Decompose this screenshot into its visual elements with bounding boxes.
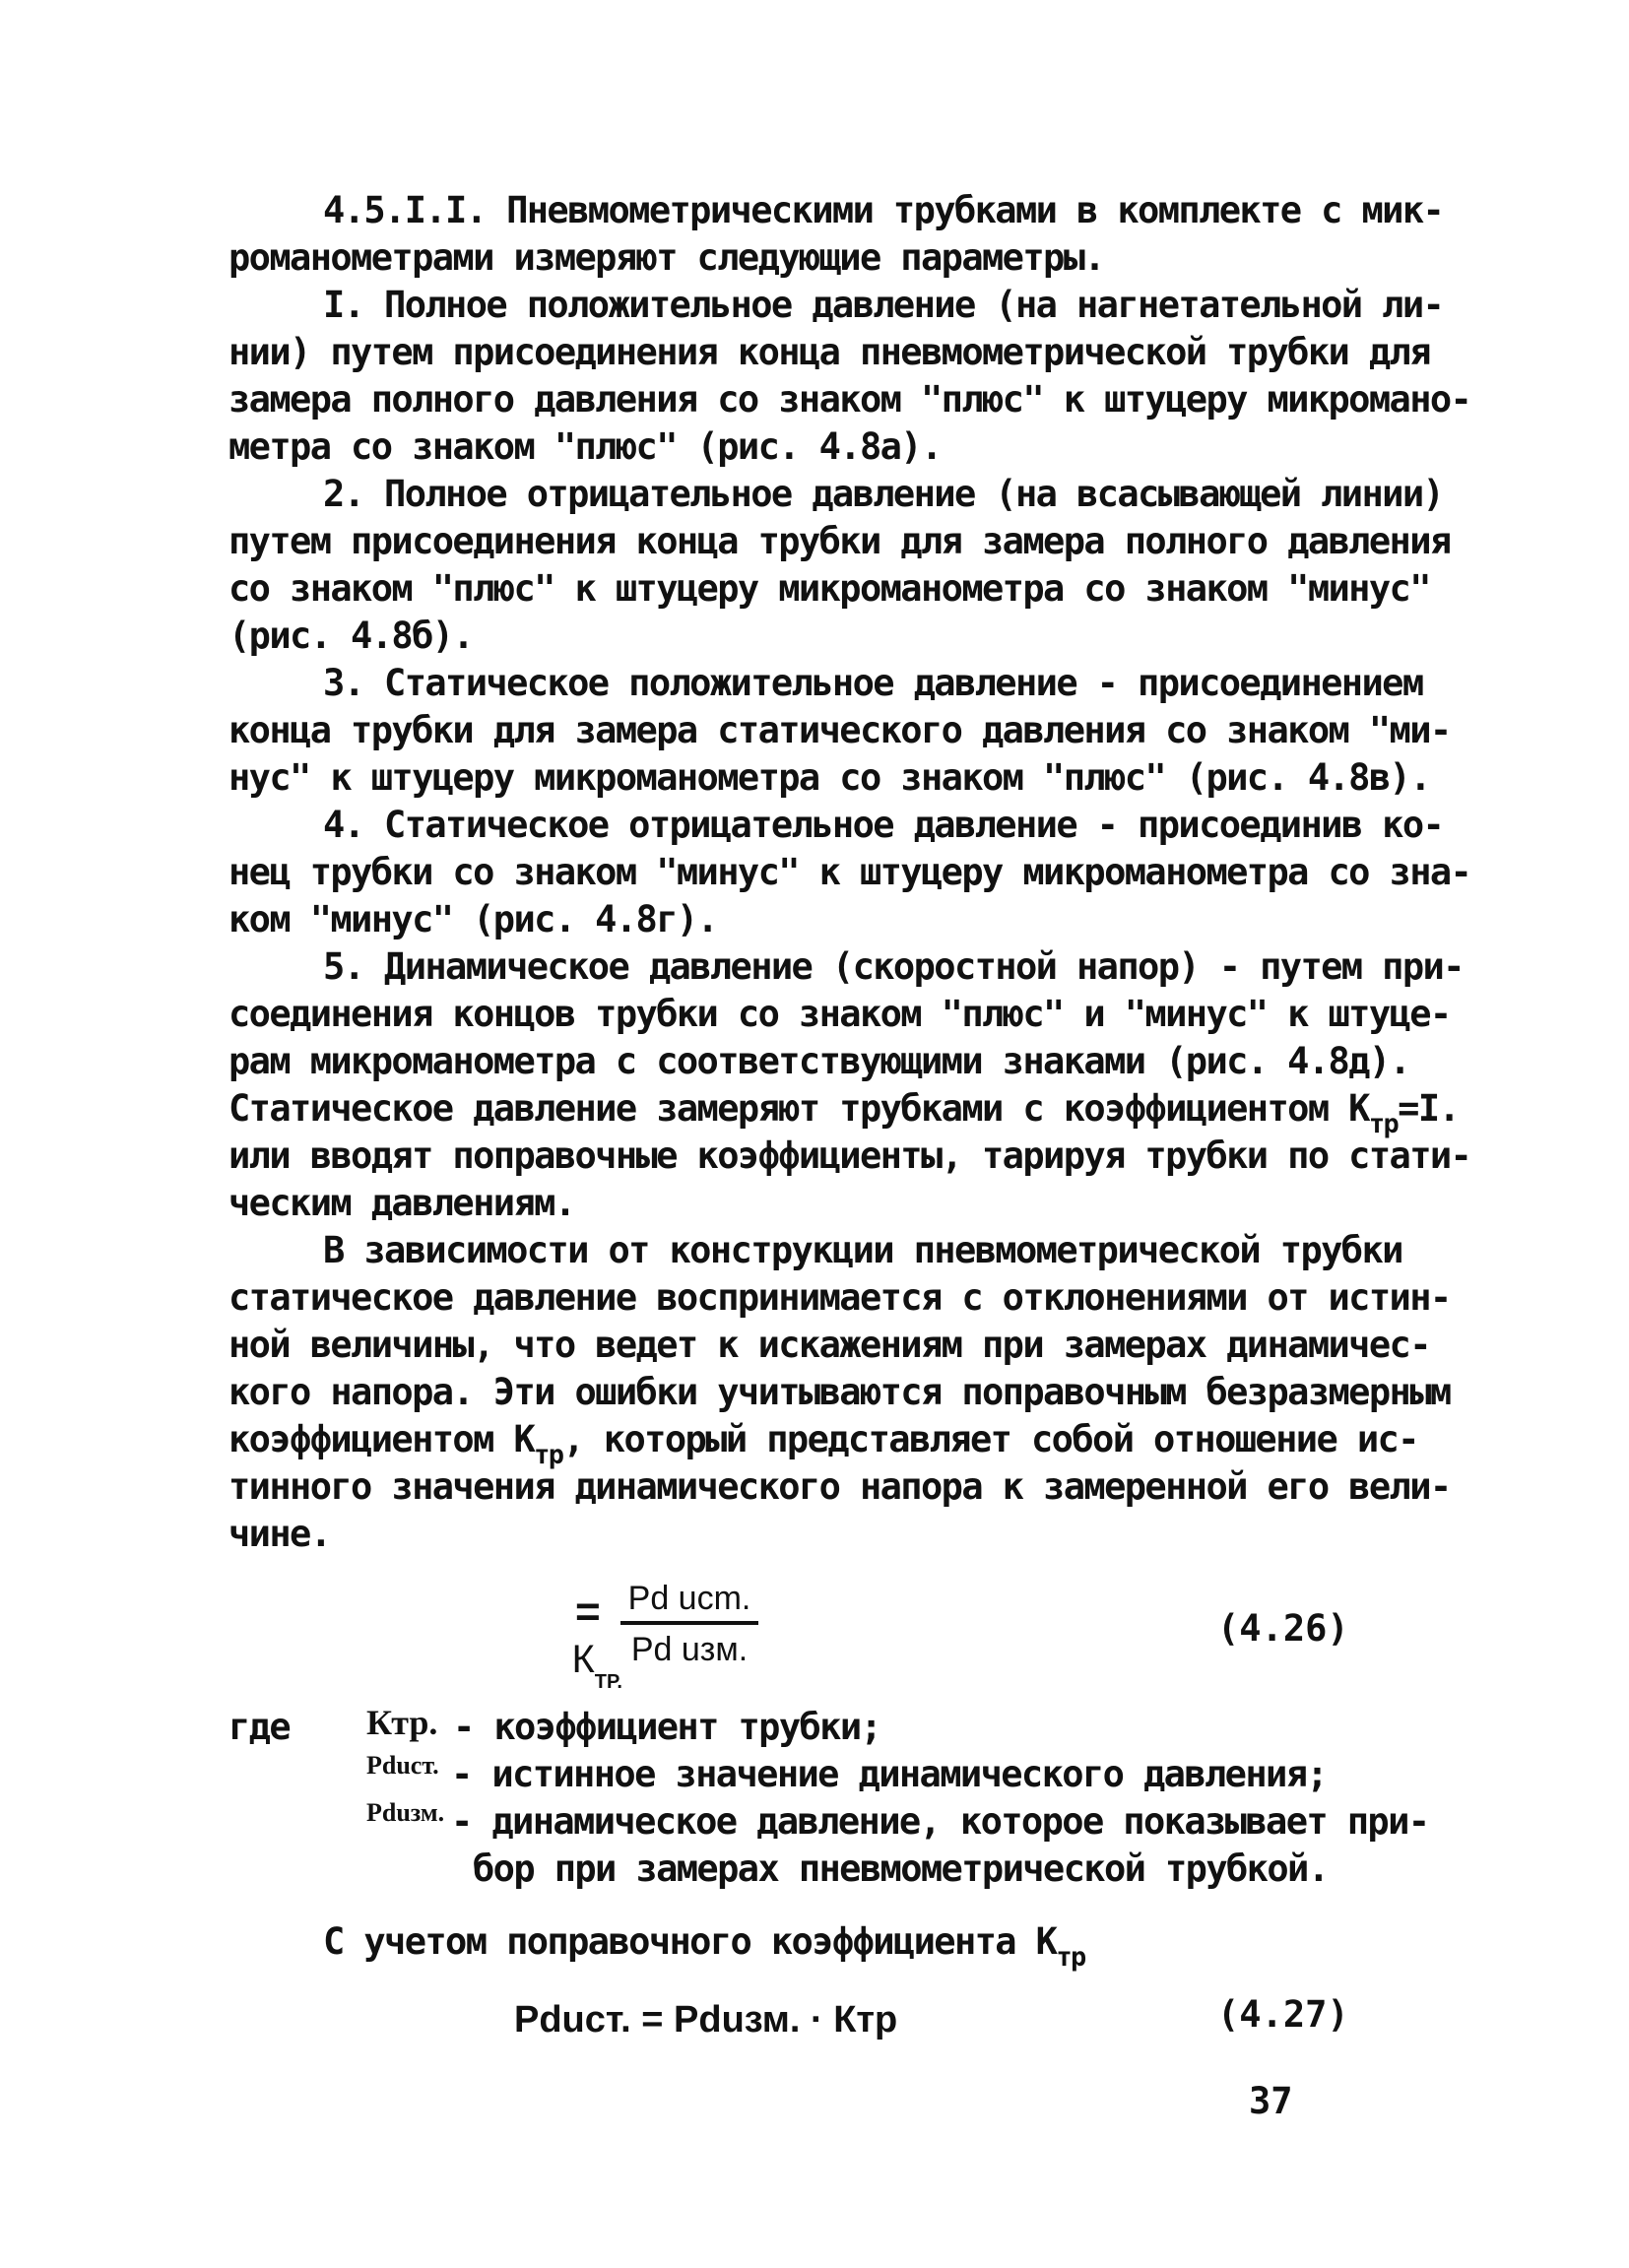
equation-number: (4.27) (1217, 1993, 1349, 2036)
text-line: ческим давлениям. (228, 1182, 575, 1224)
text-line: нии) путем присоединения конца пневмометрической трубки для (228, 331, 1430, 373)
text-segment: коэффициентом К (228, 1418, 535, 1460)
where-continuation: бор при замерах пневмометрической трубкой. (473, 1847, 1329, 1890)
text-segment: =I. (1398, 1087, 1460, 1130)
text-line-corr (323, 1918, 1085, 1973)
text-line: (рис. 4.8б). (228, 615, 474, 657)
text-segment: С учетом поправочного коэффициента К (323, 1920, 1057, 1963)
formula-symbol-k: К (571, 1638, 595, 1681)
fraction-denominator: Pd uзм. (630, 1631, 749, 1668)
text-segment: Статическое давление замеряют трубками с коэффициентом К (228, 1087, 1369, 1130)
where-text: - истинное значение динамического давления; (451, 1753, 1328, 1795)
text-line: метра со знаком "плюс" (рис. 4.8а). (228, 425, 942, 468)
text-line: конца трубки для замера статического давления со знаком "ми- (228, 709, 1451, 751)
text-line: со знаком "плюс" к штуцеру микроманометра со знаком "минус" (228, 567, 1430, 610)
text-line: романометрами измеряют следующие параметры. (228, 236, 1105, 279)
text-line: 4.5.I.I. Пневмометрическими трубками в комплекте с мик- (323, 189, 1444, 231)
text-line: I. Полное положительное давление (на нагнетательной ли- (323, 284, 1444, 326)
formula-equals: = (575, 1588, 601, 1636)
text-line: кого напора. Эти ошибки учитываются поправочным безразмерным (228, 1371, 1451, 1413)
subscript: тр (534, 1440, 563, 1470)
subscript: тр (1056, 1942, 1085, 1973)
where-symbol: Pduст. (366, 1751, 439, 1780)
text-segment: , который представляет собой отношение ис- (562, 1418, 1418, 1460)
text-line: 3. Статическое положительное давление - присоединением (323, 662, 1423, 704)
text-line: нец трубки со знаком "минус" к штуцеру микроманометра со зна- (228, 851, 1471, 893)
text-line: или вводят поправочные коэффициенты, тарируя трубки по стати- (228, 1134, 1471, 1177)
formula-subscript: ТР. (594, 1671, 622, 1693)
text-line: чине. (228, 1513, 331, 1555)
text-line: 2. Полное отрицательное давление (на всасывающей линии) (323, 473, 1444, 515)
text-line: нус" к штуцеру микроманометра со знаком "плюс" (рис. 4.8в). (228, 756, 1430, 799)
equation-number: (4.26) (1217, 1607, 1349, 1650)
subscript: тр (1368, 1109, 1399, 1139)
text-line: ком "минус" (рис. 4.8г). (228, 898, 718, 940)
page-number: 37 (1249, 2080, 1293, 2122)
text-line: соединения концов трубки со знаком "плюс" и "минус" к штуце- (228, 993, 1451, 1035)
text-line: тинного значения динамического напора к замеренной его вели- (228, 1465, 1451, 1508)
formula-fraction (620, 1578, 758, 1670)
text-line: В зависимости от конструкции пневмометрической трубки (323, 1229, 1402, 1271)
where-symbol: Pduзм. (366, 1798, 445, 1827)
text-line: статическое давление воспринимается с отклонениями от истин- (228, 1276, 1451, 1319)
text-line-ktp (228, 1416, 1418, 1470)
text-line: 4. Статическое отрицательное давление - присоединив ко- (323, 804, 1444, 846)
where-symbol: Ктр. (366, 1703, 438, 1742)
where-text: - коэффициент трубки; (453, 1706, 881, 1748)
text-line: ной величины, что ведет к искажениям при замерах динамичес- (228, 1324, 1430, 1366)
where-label: где (228, 1706, 291, 1748)
text-line: 5. Динамическое давление (скоростной напор) - путем при- (323, 945, 1464, 988)
text-line: путем присоединения конца трубки для замера полного давления (228, 520, 1451, 562)
text-line-kcoef (228, 1085, 1460, 1139)
text-line: рам микроманометра с соответствующими знаками (рис. 4.8д). (228, 1040, 1410, 1082)
where-text: - динамическое давление, которое показывает при- (451, 1800, 1429, 1843)
formula-4-27: Pduст. = Pduзм. · Ктр (514, 1999, 898, 2041)
text-line: замера полного давления со знаком "плюс" к штуцеру микромано- (228, 378, 1471, 421)
fraction-bar (620, 1621, 758, 1625)
fraction-numerator: Pd uсm. (627, 1580, 751, 1617)
